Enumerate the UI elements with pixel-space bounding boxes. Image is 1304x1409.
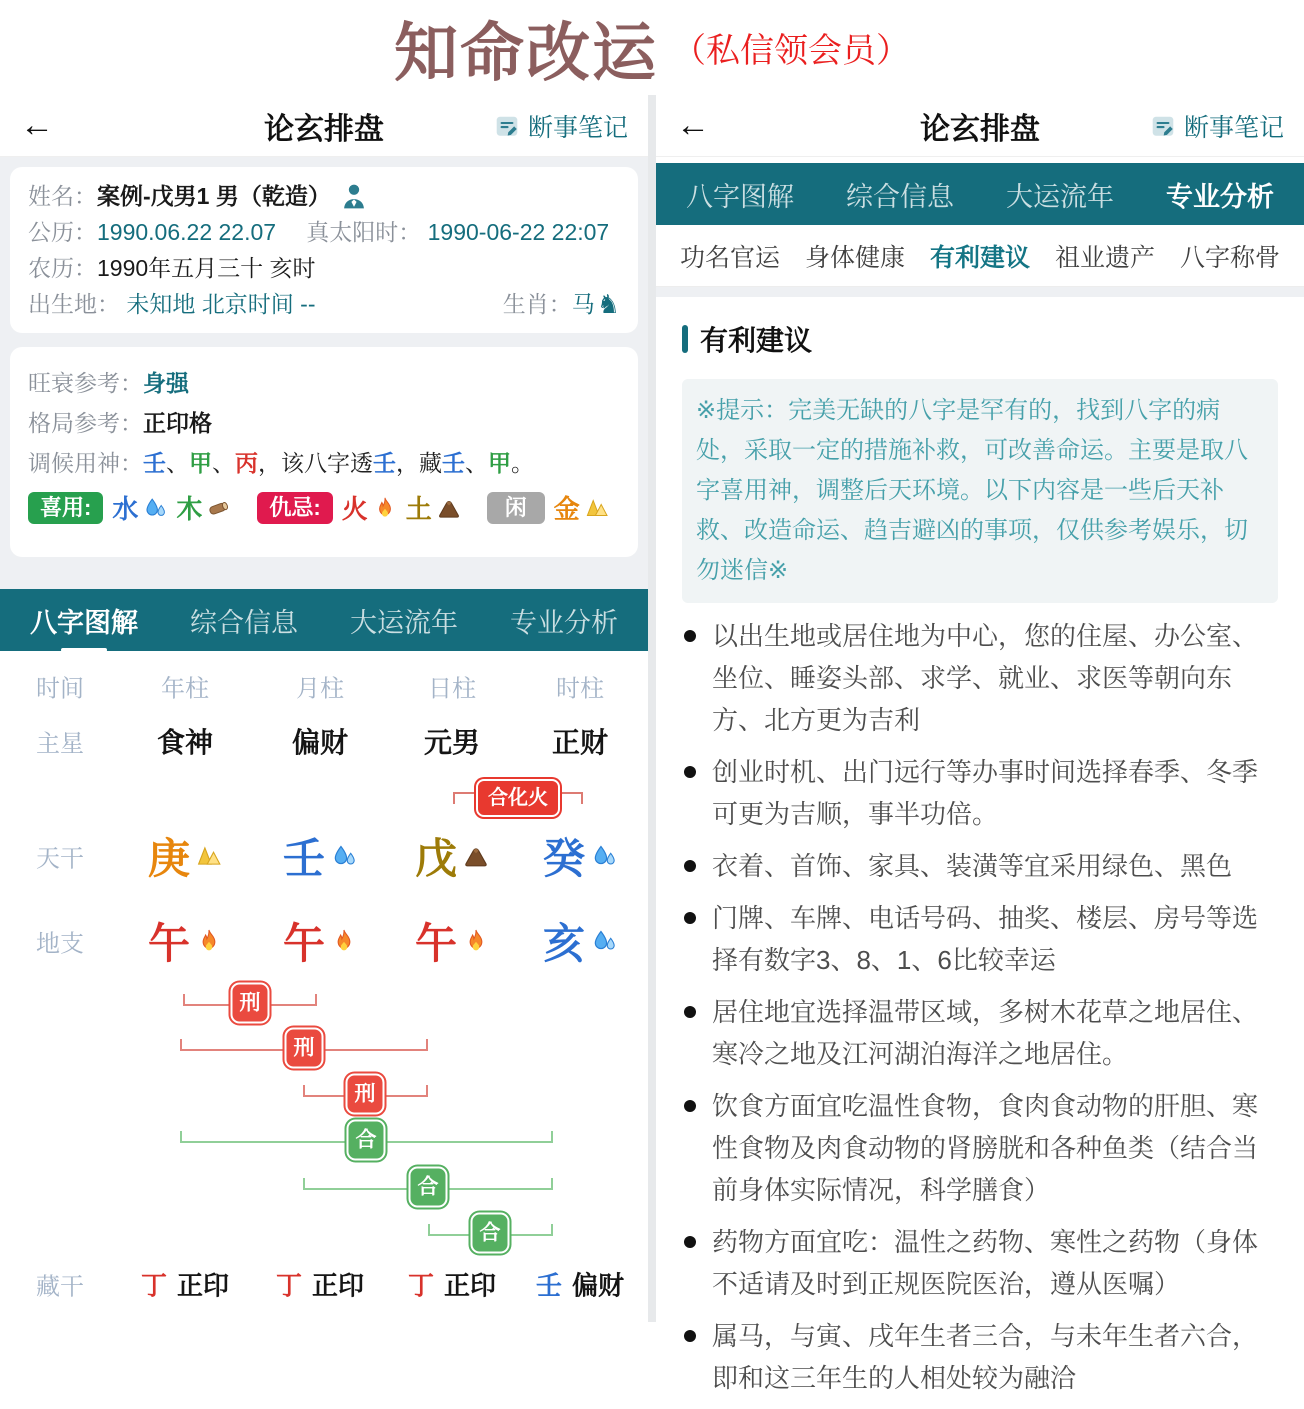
bullet-dot <box>684 1006 696 1018</box>
branch-hour: 亥 <box>543 911 617 971</box>
favorable-badge: 喜用: <box>28 492 103 524</box>
stem-hour: 癸 <box>543 826 617 886</box>
unfavorable-element-earth: 土 <box>405 494 432 524</box>
col-header-time: 时间 <box>36 675 84 703</box>
main-star-year: 食神 <box>156 727 214 758</box>
analysis-subtabs <box>656 225 1304 287</box>
useful-god-row <box>28 443 620 483</box>
useful-god-part: 、 <box>465 450 488 476</box>
horse-icon: ♞ <box>596 289 620 319</box>
list-item: 饮食方面宜吃温性食物，食肉食动物的肝胆、寒性食物及肉食动物的肾膀胱和各种鱼类（结合当前身体实际情况，科学膳食） <box>682 1085 1278 1211</box>
strength-row <box>28 363 620 403</box>
useful-god-part: ，该八字透 <box>258 450 373 476</box>
row-label-stems: 天干 <box>36 845 84 873</box>
he-badge-3: 合 <box>471 1213 510 1254</box>
lunar-date-value: 1990年五月三十 亥时 <box>97 255 316 281</box>
fire-icon <box>331 928 357 954</box>
birthplace-label: 出生地： <box>28 291 120 317</box>
section-header <box>682 319 1278 359</box>
he-badge-1: 合 <box>347 1120 386 1161</box>
notes-button[interactable] <box>494 108 628 144</box>
branch-day: 午 <box>415 911 489 971</box>
notes-button-label: 断事笔记 <box>1183 113 1284 142</box>
hidden-stem-hour: 壬 偏财 <box>535 1270 625 1301</box>
disclaimer-tip: ※提示：完美无缺的八字是罕有的，找到八字的病处，采取一定的措施补救，可改善命运。主要是取八字喜用神，调整后天环境。以下内容是一些后天补救、改造命运、趋吉避凶的事项，仅供参考娱乐，切勿迷信※ <box>682 379 1278 603</box>
list-item: 创业时机、出门远行等办事时间选择春季、冬季可更为吉顺，事半功倍。 <box>682 751 1278 835</box>
xing-badge-3: 刑 <box>346 1074 385 1115</box>
col-header-year: 年柱 <box>161 675 209 703</box>
list-item: 居住地宜选择温带区域，多树木花草之地居住、寒冷之地及江河湖泊海洋之地居住。 <box>682 991 1278 1075</box>
pattern-value: 正印格 <box>143 410 212 436</box>
main-star-hour: 正财 <box>551 727 609 758</box>
he-badge-2: 合 <box>409 1167 448 1208</box>
list-item: 药物方面宜吃：温性之药物、寒性之药物（身体不适请及时到正规医院医治，遵从医嘱） <box>682 1221 1278 1305</box>
lunar-row <box>28 250 620 286</box>
list-item: 属马，与寅、戌年生者三合，与未年生者六合，即和这三年生的人相处较为融洽 <box>682 1315 1278 1399</box>
metal-icon <box>585 496 609 520</box>
hidden-stem-month: 丁 正印 <box>275 1270 365 1301</box>
bullet-dot <box>684 1330 696 1342</box>
idle-element-metal: 金 <box>553 494 580 524</box>
tab-pro-analysis[interactable]: 专业分析 <box>510 607 618 638</box>
list-item: 门牌、车牌、电话号码、抽奖、楼层、房号等选择有数字3、8、1、6比较幸运 <box>682 897 1278 981</box>
profile-card <box>10 167 638 333</box>
bullet-dot <box>684 1236 696 1248</box>
dates-row <box>28 214 620 250</box>
branch-month: 午 <box>283 911 357 971</box>
pattern-row <box>28 403 620 443</box>
right-tabbar <box>656 163 1304 225</box>
tab-luck-cycles[interactable]: 大运流年 <box>1006 181 1114 212</box>
back-arrow-icon[interactable]: ← <box>676 106 710 144</box>
note-pencil-icon <box>494 113 520 139</box>
true-solar-label: 真太阳时： <box>306 219 422 245</box>
metal-icon <box>196 843 222 869</box>
elements-preference-row <box>28 489 620 526</box>
name-value: 案例-戊男1 男（乾造） <box>97 183 331 209</box>
stem-month: 壬 <box>283 826 357 886</box>
right-appbar <box>656 95 1304 157</box>
subtab-health[interactable]: 身体健康 <box>804 243 905 272</box>
strength-label: 旺衰参考： <box>28 370 143 396</box>
list-item: 衣着、首饰、家具、装潢等宜采用绿色、黑色 <box>682 845 1278 887</box>
useful-god-part: 、 <box>212 450 235 476</box>
bullet-dot <box>684 912 696 924</box>
useful-god-part: 。 <box>511 450 534 476</box>
notes-button[interactable] <box>1150 108 1284 144</box>
earth-icon <box>437 496 461 520</box>
fire-icon <box>196 928 222 954</box>
notes-button-label: 断事笔记 <box>527 113 628 142</box>
gap-band <box>656 287 1304 297</box>
page-title: 论玄排盘 <box>264 112 384 146</box>
subtab-fame-career[interactable]: 功名官运 <box>680 243 781 272</box>
useful-god-part: 甲 <box>488 450 511 476</box>
tab-pro-analysis[interactable]: 专业分析 <box>1166 181 1274 212</box>
useful-god-part: 壬 <box>143 450 166 476</box>
fire-icon <box>463 928 489 954</box>
advice-list <box>682 615 1278 1399</box>
main-star-day: 元男 <box>423 727 481 758</box>
favorable-element-water: 水 <box>112 494 139 524</box>
strength-value: 身强 <box>143 370 189 396</box>
useful-god-part: 壬 <box>442 450 465 476</box>
solar-date-label: 公历： <box>28 219 97 245</box>
zodiac-label: 生肖： <box>502 291 572 317</box>
zodiac-value: 马 <box>571 291 595 317</box>
page-banner <box>0 0 1304 95</box>
bullet-dot <box>684 630 696 642</box>
section-title: 有利建议 <box>700 325 813 356</box>
useful-god-label: 调候用神： <box>28 450 143 476</box>
col-header-month: 月柱 <box>296 675 344 703</box>
hidden-stem-year: 丁 正印 <box>140 1270 230 1301</box>
tab-overview[interactable]: 综合信息 <box>846 181 954 212</box>
left-appbar <box>0 95 648 157</box>
useful-god-part: 甲 <box>189 450 212 476</box>
page-title: 论玄排盘 <box>920 112 1040 146</box>
banner-subtitle: （私信领会员） <box>672 32 910 70</box>
water-icon <box>591 928 617 954</box>
pattern-label: 格局参考： <box>28 410 143 436</box>
tab-bazi-chart[interactable]: 八字图解 <box>26 601 142 640</box>
right-panel <box>656 95 1304 1393</box>
tab-overview[interactable]: 综合信息 <box>190 607 298 638</box>
water-icon <box>591 843 617 869</box>
idle-badge: 闲 <box>487 492 545 524</box>
water-icon <box>331 843 357 869</box>
list-item: 以出生地或居住地为中心，您的住屋、办公室、坐位、睡姿头部、求学、就业、求医等朝向东方、北方更为吉利 <box>682 615 1278 741</box>
favorable-element-wood: 木 <box>176 494 203 524</box>
true-solar-value: 1990-06-22 22:07 <box>427 219 610 245</box>
water-icon <box>143 496 167 520</box>
fire-icon <box>373 496 397 520</box>
unfavorable-element-fire: 火 <box>341 494 368 524</box>
stem-day: 戊 <box>415 826 489 886</box>
tab-luck-cycles[interactable]: 大运流年 <box>350 607 458 638</box>
wood-icon <box>207 496 231 520</box>
advice-content <box>656 297 1304 1409</box>
screenshot-panels <box>0 95 1304 1393</box>
panel-divider <box>648 95 656 1322</box>
bullet-dot <box>684 766 696 778</box>
main-star-month: 偏财 <box>291 727 349 758</box>
name-row <box>28 178 620 214</box>
earth-icon <box>463 843 489 869</box>
left-body <box>0 157 648 1322</box>
note-pencil-icon <box>1150 113 1176 139</box>
bazi-chart <box>0 651 648 1322</box>
bullet-dot <box>684 1100 696 1112</box>
useful-god-part: 丙 <box>235 450 258 476</box>
combine-fire-badge: 合化火 <box>476 779 560 817</box>
section-accent-bar <box>682 325 688 353</box>
lunar-date-label: 农历： <box>28 255 97 281</box>
banner-title: 知命改运 <box>394 16 658 89</box>
subtab-beneficial-advice[interactable]: 有利建议 <box>929 243 1030 272</box>
col-header-hour: 时柱 <box>556 675 604 703</box>
stem-year: 庚 <box>148 826 222 886</box>
xing-badge-1: 刑 <box>231 983 270 1024</box>
col-header-day: 日柱 <box>428 675 476 703</box>
back-arrow-icon[interactable]: ← <box>20 106 54 144</box>
subtab-bone-weighing[interactable]: 八字称骨 <box>1179 243 1280 272</box>
solar-date-value: 1990.06.22 22.07 <box>97 219 277 245</box>
male-avatar-icon <box>341 182 367 210</box>
tab-bazi-chart[interactable]: 八字图解 <box>686 181 794 212</box>
bullet-dot <box>684 860 696 872</box>
row-label-hidden-stems: 藏干 <box>36 1273 84 1301</box>
unfavorable-badge: 仇忌: <box>257 492 332 524</box>
row-label-branches: 地支 <box>36 930 84 958</box>
useful-god-part: 壬 <box>373 450 396 476</box>
useful-god-part: 、 <box>166 450 189 476</box>
birthplace-row <box>28 286 620 322</box>
subtab-ancestral-legacy[interactable]: 祖业遗产 <box>1054 243 1155 272</box>
row-label-main-star: 主星 <box>36 730 84 758</box>
useful-god-part: ，藏 <box>396 450 442 476</box>
name-label: 姓名： <box>28 183 97 209</box>
analysis-card <box>10 347 638 557</box>
branch-year: 午 <box>148 911 222 971</box>
birthplace-value[interactable]: 未知地 北京时间 -- <box>126 291 316 317</box>
left-tabbar <box>0 589 648 651</box>
left-panel <box>0 95 648 1322</box>
hidden-stem-day: 丁 正印 <box>407 1270 497 1301</box>
xing-badge-2: 刑 <box>285 1028 324 1069</box>
